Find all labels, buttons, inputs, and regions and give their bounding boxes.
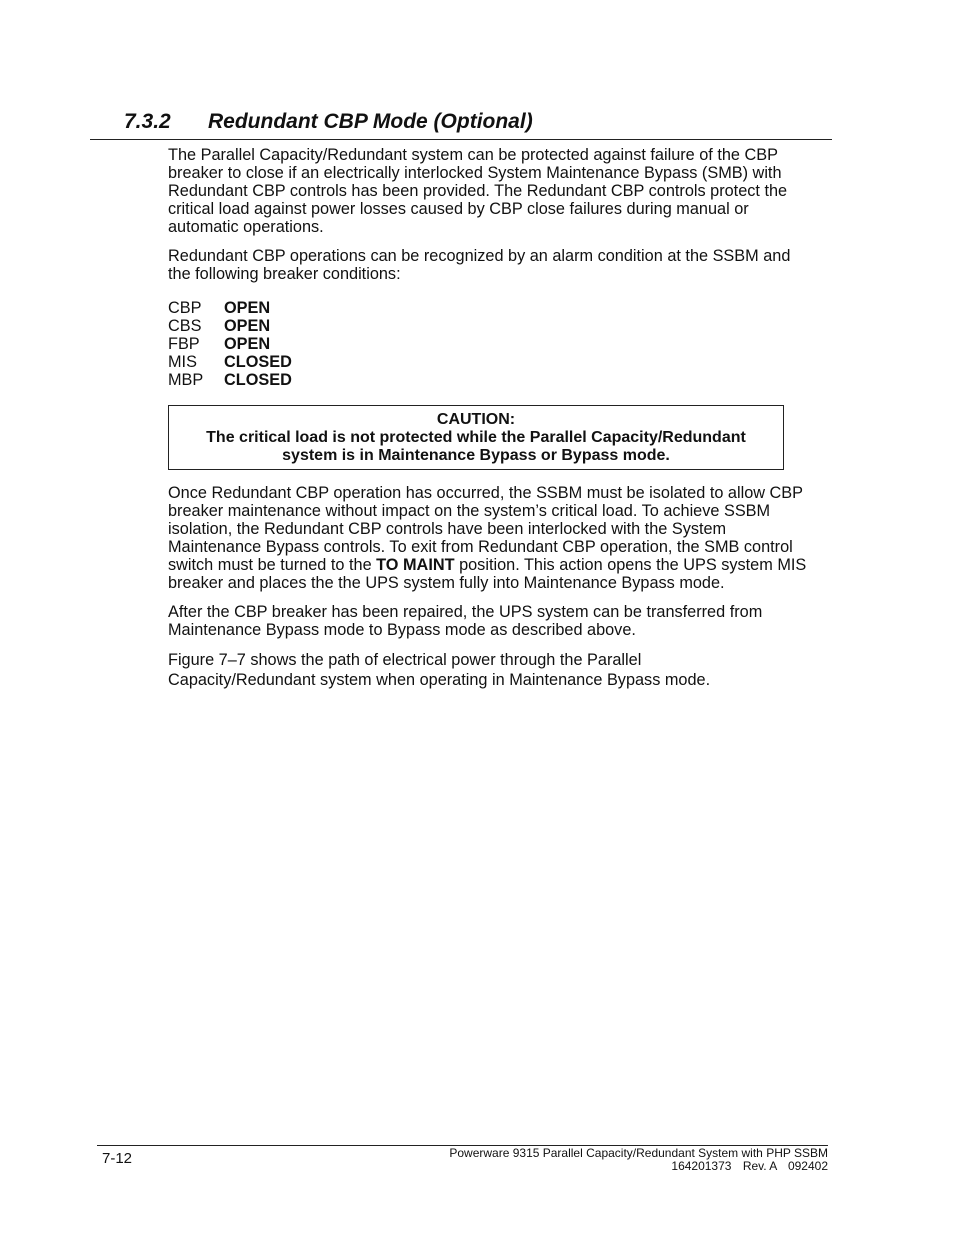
breaker-state: OPEN [224, 299, 271, 317]
caution-label: CAUTION: [436, 411, 516, 428]
paragraph-isolation [168, 484, 813, 592]
breaker-row [168, 335, 813, 353]
section-heading [124, 110, 533, 134]
paragraph-recognition: Redundant CBP operations can be recognized by an alarm condition at the SSBM and the following breaker conditions: [168, 247, 791, 283]
breaker-row [168, 371, 813, 389]
caution-text-line1: The critical load is not protected while the Parallel Capacity/Redundant [206, 429, 746, 446]
footer-document-info [449, 1147, 828, 1173]
figure-reference-line1: Figure 7–7 shows the path of electrical power through the Parallel [168, 651, 642, 669]
caution-text-line2: system is in Maintenance Bypass or Bypass mode. [282, 447, 670, 464]
footer-revision: Rev. A [742, 1159, 777, 1173]
page-number: 7-12 [102, 1150, 133, 1167]
breaker-conditions-list [168, 299, 813, 389]
caution-box [168, 405, 784, 470]
paragraph-repair: After the CBP breaker has been repaired, the UPS system can be transferred from Maintenance Bypass mode to Bypass mode as described above. [168, 603, 763, 639]
section-title: Redundant CBP Mode (Optional) [208, 110, 533, 133]
breaker-row [168, 299, 813, 317]
breaker-state: CLOSED [224, 371, 292, 389]
breaker-name: MIS [168, 353, 197, 371]
breaker-row [168, 317, 813, 335]
section-body [168, 146, 813, 701]
breaker-state: CLOSED [224, 353, 292, 371]
breaker-name: CBP [168, 299, 202, 317]
figure-reference-line2: Capacity/Redundant system when operating in Maintenance Bypass mode. [168, 671, 711, 689]
breaker-name: FBP [168, 335, 200, 353]
footer-doc-codes [449, 1160, 828, 1173]
to-maint-position: TO MAINT [376, 556, 455, 574]
heading-rule [90, 139, 832, 140]
breaker-name: CBS [168, 317, 202, 335]
breaker-name: MBP [168, 371, 204, 389]
breaker-state: OPEN [224, 317, 271, 335]
paragraph-isolation-text: Once Redundant CBP operation has occurred, the SSBM must be isolated to allow CBP breaker maintenance without impact on the system’s critical load. To achieve SSBM isolation, the Redundant CBP controls have been interlocked with the System Maintenance Bypass controls. To exit from Redundant CBP operation, the SMB control switch must be turned to the [168, 484, 803, 574]
paragraph-isolation-text-end: position. This action opens the UPS system MIS breaker and places the the UPS system fully into Maintenance Bypass mode. [168, 556, 807, 592]
paragraph-figure-reference [168, 650, 813, 690]
paragraph-intro: The Parallel Capacity/Redundant system can be protected against failure of the CBP breaker to close if an electrically interlocked System Maintenance Bypass (SMB) with Redundant CBP controls has been provided. The Redundant CBP controls protect the critical load against power losses caused by CBP close failures during manual or automatic operations. [168, 146, 788, 236]
breaker-state: OPEN [224, 335, 271, 353]
footer-doc-title: Powerware 9315 Parallel Capacity/Redundant System with PHP SSBM [449, 1146, 828, 1160]
section-number: 7.3.2 [124, 110, 171, 133]
footer-date-code: 092402 [787, 1159, 828, 1173]
footer-part-number: 164201373 [671, 1159, 732, 1173]
breaker-row [168, 353, 813, 371]
